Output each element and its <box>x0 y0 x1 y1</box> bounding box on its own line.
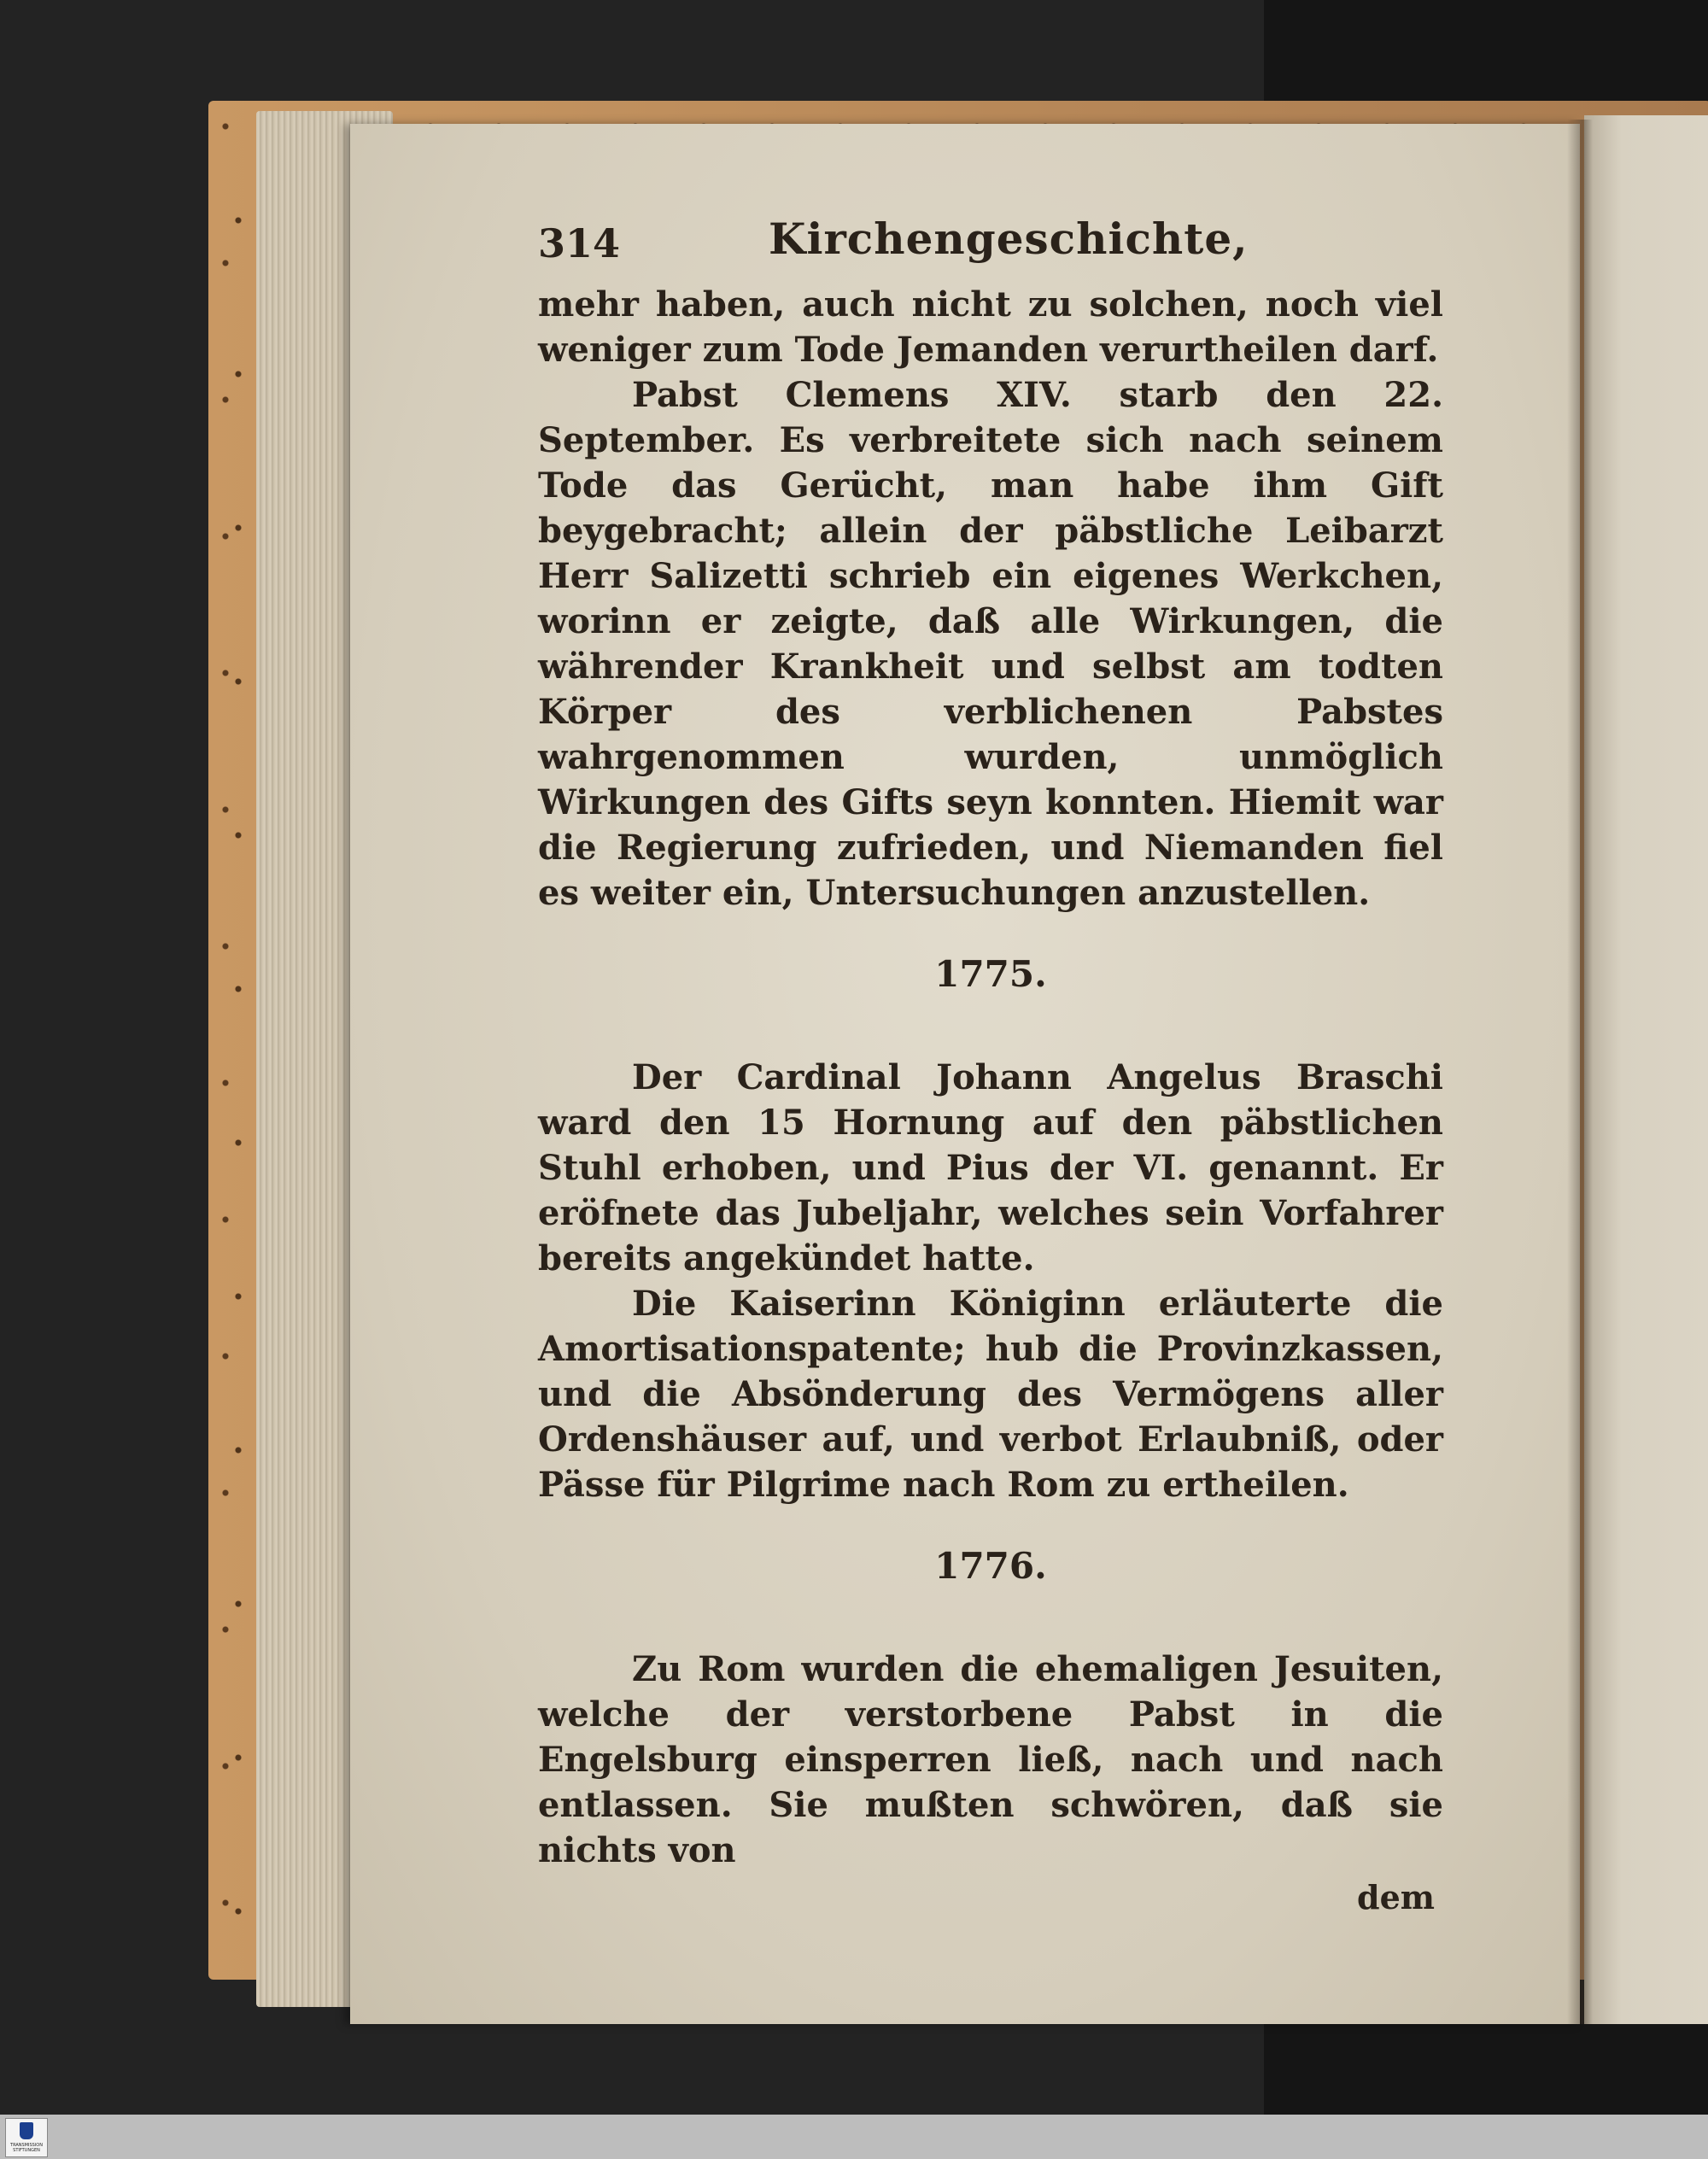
right-page <box>1584 115 1708 2024</box>
paragraph: Der Cardinal Johann Angelus Braschi ward den 15 Hornung auf den päbstlichen Stuhl erhoben, und Pius der VI. genannt. Er eröfnete das Jubeljahr, welches sein Vorfahrer bereits angekündet hatte. <box>538 1057 1443 1278</box>
paragraph: Pabst Clemens XIV. starb den 22. September. Es verbreitete sich nach seinem Tode das Gerücht, man habe ihm Gift beygebracht; allein der päbstliche Leibarzt Herr Salizetti schrieb ein eigenes Werkchen, worinn er zeigte, daß alle Wirkungen, die währender Krankheit und selbst am todten Körper des verblichenen Pabstes wahrgenommen wurden, unmöglich Wirkungen des Gifts seyn konnten. Hiemit war die Regierung zufrieden, und Niemanden fiel es weiter ein, Untersuchungen anzustellen. <box>538 375 1443 913</box>
running-head: Kirchengeschichte, <box>769 214 1249 264</box>
page-header <box>538 214 1443 282</box>
catchword: dem <box>1357 1878 1435 1916</box>
logo-mark <box>20 2122 33 2139</box>
paragraph: mehr haben, auch nicht zu solchen, noch viel weniger zum Tode Jemanden verurtheilen darf. <box>538 284 1443 370</box>
paragraph: Zu Rom wurden die ehemaligen Jesuiten, welche der verstorbene Pabst in die Engelsburg einsperren ließ, nach und nach entlassen. Sie mußten schwören, daß sie nichts von <box>538 1649 1443 1870</box>
page-text <box>538 214 1443 1916</box>
book-gutter <box>1567 120 1593 2024</box>
year-heading-1776: 1776. <box>934 1545 1047 1587</box>
logo-text: TRANSMISSION STIFTUNGEN <box>10 2143 43 2153</box>
paragraph: Die Kaiserinn Königinn erläuterte die Amortisationspatente; hub die Provinzkassen, und die Absönderung des Vermögens aller Ordenshäuser auf, und verbot Erlaubniß, oder Pässe für Pilgrime nach Rom zu ertheilen. <box>538 1284 1443 1505</box>
library-logo-icon <box>5 2118 48 2157</box>
page-number: 314 <box>538 220 621 266</box>
year-heading-1775: 1775. <box>934 953 1047 995</box>
footer-strip <box>0 2115 1708 2159</box>
